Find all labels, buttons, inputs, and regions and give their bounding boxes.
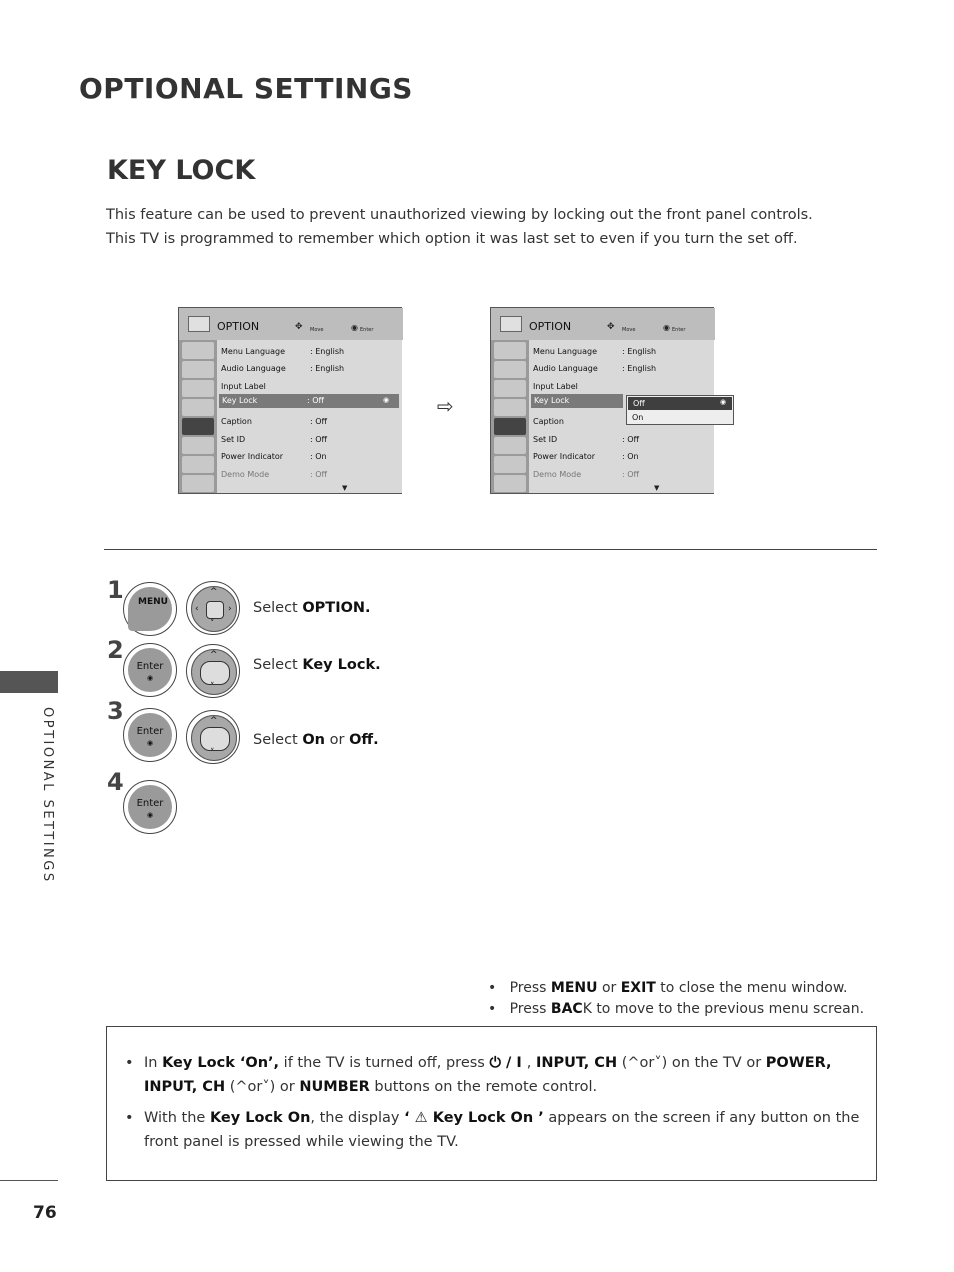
intro-text [106,203,813,251]
page-number: 76 [33,1203,57,1223]
menu-row: Input Label [221,382,266,391]
menu-row: Audio Language : English [533,364,657,373]
scroll-down-icon: ▼ [342,484,348,492]
time-icon [494,380,526,397]
popup-option-on: On [632,413,644,422]
divider [104,549,877,550]
menu-screenshot-before [178,307,402,494]
enter-icon: ◉ [351,323,358,332]
left-caret-icon: ‹ [195,604,199,614]
menu-screenshot-after [490,307,727,494]
input-icon [182,456,214,473]
warning-key-lock-display: ‘ ⚠ Key Lock On ’ [404,1110,544,1126]
menu-title: OPTION [217,320,260,333]
option-icon [500,316,522,332]
enter-dot-icon: ◉ [146,739,154,747]
menu-title: OPTION [529,320,572,333]
side-tab-marker [0,671,58,693]
up-caret-icon: ^ [210,716,218,726]
tips-list [488,978,864,1020]
navigation-pad [186,581,240,635]
menu-button: MENU [123,582,177,636]
step-number: 1 [107,576,124,604]
down-caret-icon: ˅ [210,619,215,629]
lock-icon [494,437,526,454]
down-caret-icon: ˅ [210,748,215,758]
move-label: Move [310,327,324,333]
enter-button: Enter ◉ [123,708,177,762]
page-number-rule [0,1180,58,1181]
menu-row: Power Indicator : On [221,452,327,461]
move-icon: ✥ [607,322,615,332]
menu-row: Demo Mode : Off [221,470,328,479]
step-3-text: Select On or Off. [253,732,379,748]
up-caret-icon: ^ [210,650,218,660]
menu-row-key-lock-selected: Key Lock : Off ◉ [219,394,399,408]
menu-row: Input Label [533,382,578,391]
menu-row-key-lock-selected: Key Lock [531,394,623,408]
option-menu-icon [494,418,526,435]
menu-icon-column [491,340,529,493]
input-icon [494,456,526,473]
popup-option-off-selected: Off ◉ [628,397,732,410]
up-down-button [186,710,240,764]
down-caret-icon: ˅ [210,682,215,692]
enter-button: Enter ◉ [123,643,177,697]
lock-icon [182,437,214,454]
enter-button: Enter ◉ [123,780,177,834]
option-menu-icon [182,418,214,435]
scroll-down-icon: ▼ [654,484,660,492]
menu-row: Power Indicator : On [533,452,639,461]
menu-row: Menu Language : English [221,347,345,356]
step-2-text: Select Key Lock. [253,657,381,673]
note-box: • In Key Lock ‘On’, if the TV is turned off, press ⏻ / I , INPUT, CH (^or˅) on the TV or POWER, INPUT, CH (^or˅) or NUMBER buttons on the remote control. • With the Key Lock On, the display ‘ ⚠ Key Lock On ’ appears on the screen if any button on the front panel is pressed while viewing the TV. [106,1026,877,1181]
option-icon [188,316,210,332]
section-title: KEY LOCK [107,155,256,186]
enter-radio-icon: ◉ [383,396,390,404]
intro-line-1: This feature can be used to prevent unauthorized viewing by locking out the front panel controls. [106,207,813,223]
menu-row: Demo Mode : Off [533,470,640,479]
enter-label: Enter [672,327,686,333]
menu-title-bar [491,308,715,340]
clock-icon [494,399,526,416]
step-number: 4 [107,768,124,796]
time-icon [182,380,214,397]
power-input-icon: ⏻ / I [489,1055,527,1071]
tip-item: • Press MENU or EXIT to close the menu window. [488,980,848,996]
media-icon [182,475,214,492]
menu-row: Set ID : Off [533,435,640,444]
menu-row: Menu Language : English [533,347,657,356]
step-number: 2 [107,636,124,664]
enter-radio-icon: ◉ [720,398,727,406]
menu-panel [217,340,402,493]
menu-icon-column [179,340,217,493]
tip-item: • Press BACK to move to the previous menu screan. [488,1001,865,1017]
menu-row: Caption [533,417,564,426]
move-label: Move [622,327,636,333]
audio-icon [182,361,214,378]
enter-icon: ◉ [663,323,670,332]
intro-line-2: This TV is programmed to remember which option it was last set to even if you turn the set off. [106,231,798,247]
menu-row: Audio Language : English [221,364,345,373]
step-1-text: Select OPTION. [253,600,371,616]
enter-label: Enter [360,327,374,333]
ok-center-icon [206,601,224,619]
enter-dot-icon: ◉ [146,811,154,819]
enter-dot-icon: ◉ [146,674,154,682]
right-caret-icon: › [228,604,232,614]
move-icon: ✥ [295,322,303,332]
clock-icon [182,399,214,416]
next-arrow-icon: ⇨ [437,394,454,418]
menu-row: Caption : Off [221,417,328,426]
media-icon [494,475,526,492]
up-caret-icon: ^ [210,587,218,597]
up-down-button [186,644,240,698]
key-lock-popup [626,395,734,425]
picture-icon [182,342,214,359]
picture-icon [494,342,526,359]
audio-icon [494,361,526,378]
menu-row: Set ID : Off [221,435,328,444]
menu-title-bar [179,308,403,340]
side-tab-label: OPTIONAL SETTINGS [40,707,55,884]
page-title: OPTIONAL SETTINGS [79,72,413,105]
step-number: 3 [107,697,124,725]
